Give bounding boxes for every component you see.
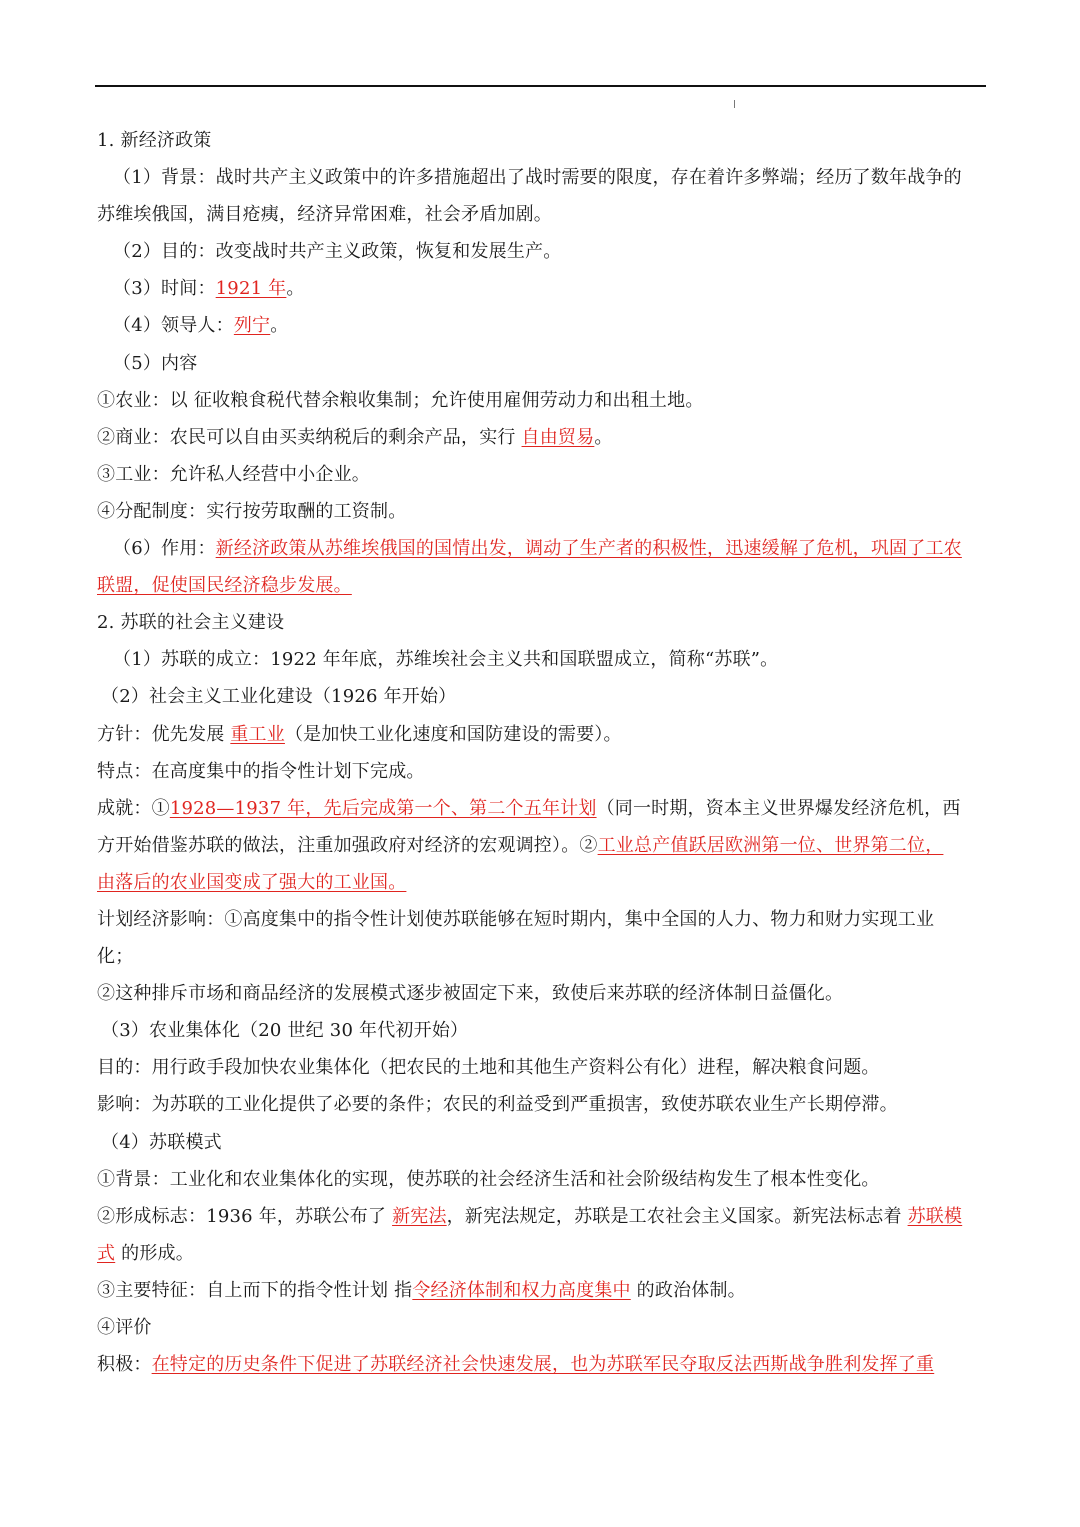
achievement-note-1: （同一时期，资本主义世界爆发经济危机，西: [596, 797, 961, 819]
achievement-answer-1: 1928—1937 年，先后完成第一个、第二个五年计划: [169, 797, 597, 819]
commerce-text: ②商业：农民可以自由买卖纳税后的剩余产品，实行: [97, 426, 522, 448]
achievement-line-3: [97, 864, 985, 901]
achievement-label: 成就：①: [97, 797, 170, 819]
header-tick-mark: [734, 100, 735, 108]
background-line-2: 苏维埃俄国，满目疮痍，经济异常困难，社会矛盾加剧。: [97, 204, 552, 226]
policy-note: （是加快工业化速度和国防建设的需要）。: [284, 723, 622, 745]
policy-answer: 重工业: [230, 723, 285, 745]
planned-economy-line-1: 计划经济影响：①高度集中的指令性计划使苏联能够在短时期内，集中全国的人力、物力和财力实现工业: [97, 908, 935, 930]
commerce-line: [97, 419, 985, 456]
policy-text: 方针：优先发展: [97, 723, 231, 745]
commerce-answer: 自由贸易: [521, 426, 595, 448]
section-1-title: 1. 新经济政策: [97, 130, 212, 151]
main-feature-text: ③主要特征：自上而下的指令性计划 指: [97, 1279, 413, 1301]
effect-line-2: [97, 567, 985, 604]
formation-line-2: [97, 1235, 985, 1272]
section-2-title: 2. 苏联的社会主义建设: [97, 612, 285, 634]
background-text-1: 战时共产主义政策中的许多措施超出了战时需要的限度，存在着许多弊端；经历了数年战争的: [215, 167, 962, 189]
leader-line: [97, 307, 985, 344]
formation-line-1: [97, 1198, 985, 1235]
commerce-period: 。: [594, 426, 613, 448]
industrialization-heading: （2）社会主义工业化建设（1926 年开始）: [101, 686, 457, 708]
formation-mid: ，新宪法规定，苏联是工农社会主义国家。新宪法标志着: [446, 1205, 908, 1227]
leader-answer: 列宁: [233, 315, 271, 337]
background-label: （1）背景：: [113, 167, 216, 189]
document-body: [97, 122, 985, 1383]
policy-line: [97, 716, 985, 753]
distribution-line: ④分配制度：实行按劳取酬的工资制。: [97, 500, 407, 522]
industry-line: ③工业：允许私人经营中小企业。: [97, 463, 370, 485]
achievement-line-1: [97, 790, 985, 827]
positive-answer: 在特定的历史条件下促进了苏联经济社会快速发展，也为苏联军民夺取反法西斯战争胜利发挥了重: [151, 1354, 935, 1376]
achievement-line-2: [97, 827, 985, 864]
collectivization-purpose: 目的：用行政手段加快农业集体化（把农民的土地和其他生产资料公有化）进程，解决粮食问题。: [97, 1057, 880, 1079]
formation-answer-3: 式: [97, 1242, 116, 1264]
main-feature-answer: 令经济体制和权力高度集中: [412, 1279, 631, 1301]
achievement-answer-3: 由落后的农业国变成了强大的工业国。: [97, 871, 407, 893]
formation-answer-1: 新宪法: [392, 1205, 447, 1227]
feature-line: 特点：在高度集中的指令性计划下完成。: [97, 760, 425, 782]
model-background-line: ①背景：工业化和农业集体化的实现，使苏联的社会经济生活和社会阶级结构发生了根本性变化。: [97, 1168, 880, 1190]
time-period: 。: [286, 278, 305, 300]
achievement-note-2: 方开始借鉴苏联的做法，注重加强政府对经济的宏观调控）。②: [97, 834, 598, 856]
effect-line-1: [97, 530, 985, 567]
planned-economy-line-2: 化；: [97, 946, 134, 968]
purpose-line: （2）目的：改变战时共产主义政策，恢复和发展生产。: [113, 241, 562, 263]
main-feature-line: [97, 1272, 985, 1309]
soviet-model-heading: （4）苏联模式: [101, 1131, 222, 1153]
leader-period: 。: [270, 315, 289, 337]
collectivization-impact: 影响：为苏联的工业化提供了必要的条件；农民的利益受到严重损害，致使苏联农业生产长期停滞。: [97, 1094, 898, 1116]
header-rule: [95, 85, 986, 87]
formation-text: ②形成标志：1936 年，苏联公布了: [97, 1205, 393, 1227]
evaluation-heading: ④评价: [97, 1317, 152, 1338]
positive-label: 积极：: [97, 1354, 152, 1376]
effect-answer-2: 联盟，促使国民经济稳步发展。: [97, 575, 352, 597]
formation-answer-2: 苏联模: [907, 1205, 963, 1227]
leader-label: （4）领导人：: [113, 315, 234, 337]
achievement-answer-2: 工业总产值跃居欧洲第一位、世界第二位，: [597, 834, 944, 856]
time-line: [97, 270, 985, 307]
formation-post: 的形成。: [115, 1242, 194, 1264]
time-answer: 1921 年: [215, 278, 287, 300]
time-label: （3）时间：: [113, 278, 216, 300]
collectivization-heading: （3）农业集体化（20 世纪 30 年代初开始）: [101, 1020, 469, 1042]
content-heading: （5）内容: [113, 352, 198, 374]
founding-line: （1）苏联的成立：1922 年年底，苏维埃社会主义共和国联盟成立，简称“苏联”。: [113, 649, 779, 671]
effect-label: （6）作用：: [113, 538, 216, 560]
positive-evaluation-line: [97, 1346, 985, 1383]
main-feature-post: 的政治体制。: [630, 1279, 746, 1301]
background-line-1: [97, 159, 985, 196]
planned-economy-line-3: ②这种排斥市场和商品经济的发展模式逐步被固定下来，致使后来苏联的经济体制日益僵化。: [97, 983, 844, 1005]
effect-answer-1: 新经济政策从苏维埃俄国的国情出发，调动了生产者的积极性，迅速缓解了危机，巩固了工农: [215, 538, 962, 560]
agriculture-line: ①农业：以 征收粮食税代替余粮收集制；允许使用雇佣劳动力和出租土地。: [97, 389, 704, 411]
